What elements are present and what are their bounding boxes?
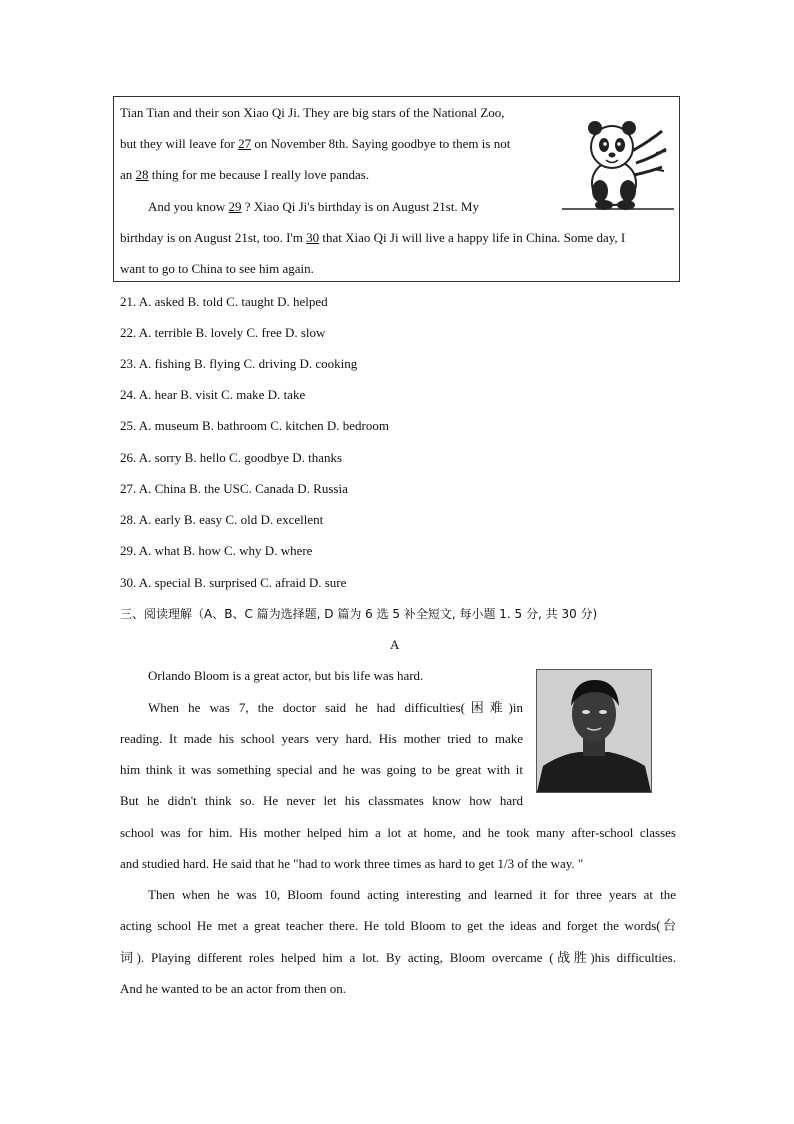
option-row-24: 24. A. hear B. visit C. make D. take bbox=[120, 387, 306, 402]
passage-p2-line6: and studied hard. He said that he "had to work three times as hard to get 1/3 of the way. " bbox=[120, 856, 584, 871]
panda-illustration bbox=[562, 111, 674, 211]
passage-label: A bbox=[390, 637, 400, 652]
blank-30: 30 bbox=[306, 230, 320, 245]
box-line-4: And you know 29 ? Xiao Qi Ji's birthday is on August 21st. My bbox=[148, 199, 479, 214]
box-line-2: but they will leave for 27 on November 8th. Saying goodbye to them is not bbox=[120, 136, 511, 151]
box-line-3: an 28 thing for me because I really love pandas. bbox=[120, 167, 370, 182]
blank-28: 28 bbox=[135, 167, 149, 182]
passage-p1: Orlando Bloom is a great actor, but bis life was hard. bbox=[148, 668, 424, 683]
box-line-1: Tian Tian and their son Xiao Qi Ji. They are big stars of the National Zoo, bbox=[120, 105, 505, 120]
blank-27: 27 bbox=[238, 136, 252, 151]
option-row-30: 30. A. special B. surprised C. afraid D. sure bbox=[120, 575, 347, 590]
portrait-image bbox=[537, 670, 651, 792]
passage-p2-line2: reading. It made his school years very hard. His mother tried to make bbox=[120, 731, 523, 746]
passage-p2-line1: When he was 7, the doctor said he had difficulties(困难)in bbox=[148, 700, 523, 715]
passage-p2-line5: school was for him. His mother helped him a lot at home, and he took many after-school classes bbox=[120, 825, 676, 840]
option-row-28: 28. A. early B. easy C. old D. excellent bbox=[120, 512, 324, 527]
option-row-27: 27. A. China B. the USC. Canada D. Russia bbox=[120, 481, 348, 496]
cloze-passage-box bbox=[113, 96, 680, 282]
passage-p3-line4: And he wanted to be an actor from then on. bbox=[120, 981, 346, 996]
passage-p3-line1: Then when he was 10, Bloom found acting interesting and learned it for three years at the bbox=[148, 887, 676, 902]
passage-p2-line4: But he didn't think so. He never let his classmates know how hard bbox=[120, 793, 523, 808]
option-row-23: 23. A. fishing B. flying C. driving D. cooking bbox=[120, 356, 358, 371]
option-row-21: 21. A. asked B. told C. taught D. helped bbox=[120, 294, 328, 309]
passage-p3-line3: 词). Playing different roles helped him a lot. By acting, Bloom overcame (战胜)his difficulties. bbox=[120, 950, 676, 965]
box-line-5: birthday is on August 21st, too. I'm 30 that Xiao Qi Ji will live a happy life in China. Some day, I bbox=[120, 230, 626, 245]
passage-p3-line2: acting school He met a great teacher there. He told Bloom to get the ideas and forget the words(台 bbox=[120, 918, 676, 933]
option-row-22: 22. A. terrible B. lovely C. free D. slow bbox=[120, 325, 326, 340]
option-row-25: 25. A. museum B. bathroom C. kitchen D. bedroom bbox=[120, 418, 390, 433]
option-row-26: 26. A. sorry B. hello C. goodbye D. thanks bbox=[120, 450, 343, 465]
blank-29: 29 bbox=[228, 199, 242, 214]
section-heading: 三、阅读理解（A、B、C 篇为选择题, D 篇为 6 选 5 补全短文, 每小题 1. 5 分, 共 30 分) bbox=[120, 607, 598, 621]
option-row-29: 29. A. what B. how C. why D. where bbox=[120, 543, 313, 558]
orlando-bloom-photo bbox=[536, 669, 652, 793]
passage-p2-line3: him think it was something special and he was going to be great with it bbox=[120, 762, 523, 777]
box-line-6: want to go to China to see him again. bbox=[120, 261, 314, 276]
